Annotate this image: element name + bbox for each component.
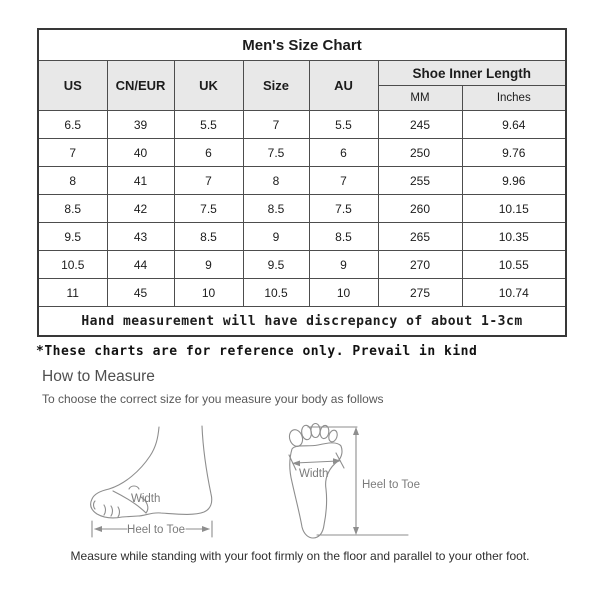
table-title: Men's Size Chart bbox=[38, 29, 566, 61]
size-cell: 255 bbox=[378, 167, 462, 195]
size-cell: 8 bbox=[243, 167, 309, 195]
size-cell: 5.5 bbox=[174, 111, 243, 139]
table-row bbox=[38, 279, 566, 307]
size-cell: 265 bbox=[378, 223, 462, 251]
size-cell: 8.5 bbox=[309, 223, 378, 251]
table-row bbox=[38, 223, 566, 251]
foot-sole-icon bbox=[287, 424, 420, 539]
size-cell: 245 bbox=[378, 111, 462, 139]
size-cell: 7.5 bbox=[243, 139, 309, 167]
size-cell: 275 bbox=[378, 279, 462, 307]
table-row bbox=[38, 111, 566, 139]
size-cell: 10.5 bbox=[38, 251, 107, 279]
col-header-cn-eur: CN/EUR bbox=[107, 61, 174, 111]
how-to-measure-subheading: To choose the correct size for you measure your body as follows bbox=[42, 392, 384, 406]
size-cell: 7 bbox=[174, 167, 243, 195]
size-cell: 9.76 bbox=[462, 139, 566, 167]
size-cell: 5.5 bbox=[309, 111, 378, 139]
size-cell: 10.74 bbox=[462, 279, 566, 307]
side-heel-to-toe-label: Heel to Toe bbox=[127, 524, 185, 536]
size-cell: 9 bbox=[174, 251, 243, 279]
table-row bbox=[38, 139, 566, 167]
size-cell: 6 bbox=[309, 139, 378, 167]
table-footnote: Hand measurement will have discrepancy of about 1-3cm bbox=[38, 307, 566, 337]
size-cell: 9.5 bbox=[243, 251, 309, 279]
mens-size-chart-table bbox=[37, 28, 567, 337]
size-cell: 7.5 bbox=[309, 195, 378, 223]
col-header-shoe-inner-length: Shoe Inner Length bbox=[378, 61, 566, 86]
side-width-label: Width bbox=[131, 493, 161, 505]
col-header-size: Size bbox=[243, 61, 309, 111]
size-cell: 9 bbox=[243, 223, 309, 251]
table-row bbox=[38, 167, 566, 195]
col-header-us: US bbox=[38, 61, 107, 111]
size-cell: 8.5 bbox=[174, 223, 243, 251]
col-header-mm: MM bbox=[378, 86, 462, 111]
size-cell: 10 bbox=[309, 279, 378, 307]
size-cell: 6.5 bbox=[38, 111, 107, 139]
table-row bbox=[38, 251, 566, 279]
size-cell: 270 bbox=[378, 251, 462, 279]
size-cell: 11 bbox=[38, 279, 107, 307]
size-cell: 8.5 bbox=[38, 195, 107, 223]
size-cell: 41 bbox=[107, 167, 174, 195]
foot-side-view-icon bbox=[91, 426, 212, 537]
size-cell: 260 bbox=[378, 195, 462, 223]
sole-heel-to-toe-label: Heel to Toe bbox=[362, 479, 420, 491]
size-cell: 7.5 bbox=[174, 195, 243, 223]
reference-note: *These charts are for reference only. Prevail in kind bbox=[36, 344, 478, 359]
size-cell: 6 bbox=[174, 139, 243, 167]
measure-caption: Measure while standing with your foot firmly on the floor and parallel to your other foot. bbox=[70, 549, 530, 563]
size-cell: 43 bbox=[107, 223, 174, 251]
table-footnote-row bbox=[38, 307, 566, 337]
size-cell: 45 bbox=[107, 279, 174, 307]
measure-diagram bbox=[80, 418, 420, 548]
size-cell: 40 bbox=[107, 139, 174, 167]
sole-width-label: Width bbox=[299, 468, 329, 480]
size-cell: 42 bbox=[107, 195, 174, 223]
table-title-row bbox=[38, 29, 566, 61]
size-cell: 8.5 bbox=[243, 195, 309, 223]
size-cell: 7 bbox=[309, 167, 378, 195]
size-cell: 10.5 bbox=[243, 279, 309, 307]
col-header-au: AU bbox=[309, 61, 378, 111]
size-cell: 44 bbox=[107, 251, 174, 279]
table-row bbox=[38, 195, 566, 223]
size-cell: 9.96 bbox=[462, 167, 566, 195]
col-header-uk: UK bbox=[174, 61, 243, 111]
size-cell: 10.55 bbox=[462, 251, 566, 279]
size-cell: 10.35 bbox=[462, 223, 566, 251]
size-cell: 10 bbox=[174, 279, 243, 307]
size-cell: 7 bbox=[38, 139, 107, 167]
size-cell: 9 bbox=[309, 251, 378, 279]
size-cell: 250 bbox=[378, 139, 462, 167]
size-cell: 10.15 bbox=[462, 195, 566, 223]
size-cell: 9.64 bbox=[462, 111, 566, 139]
size-cell: 39 bbox=[107, 111, 174, 139]
how-to-measure-heading: How to Measure bbox=[42, 368, 155, 385]
sole-width-arrow bbox=[289, 453, 344, 480]
size-cell: 9.5 bbox=[38, 223, 107, 251]
col-header-inches: Inches bbox=[462, 86, 566, 111]
table-header-row bbox=[38, 61, 566, 86]
side-heel-to-toe-arrow bbox=[92, 521, 212, 537]
size-cell: 7 bbox=[243, 111, 309, 139]
size-cell: 8 bbox=[38, 167, 107, 195]
